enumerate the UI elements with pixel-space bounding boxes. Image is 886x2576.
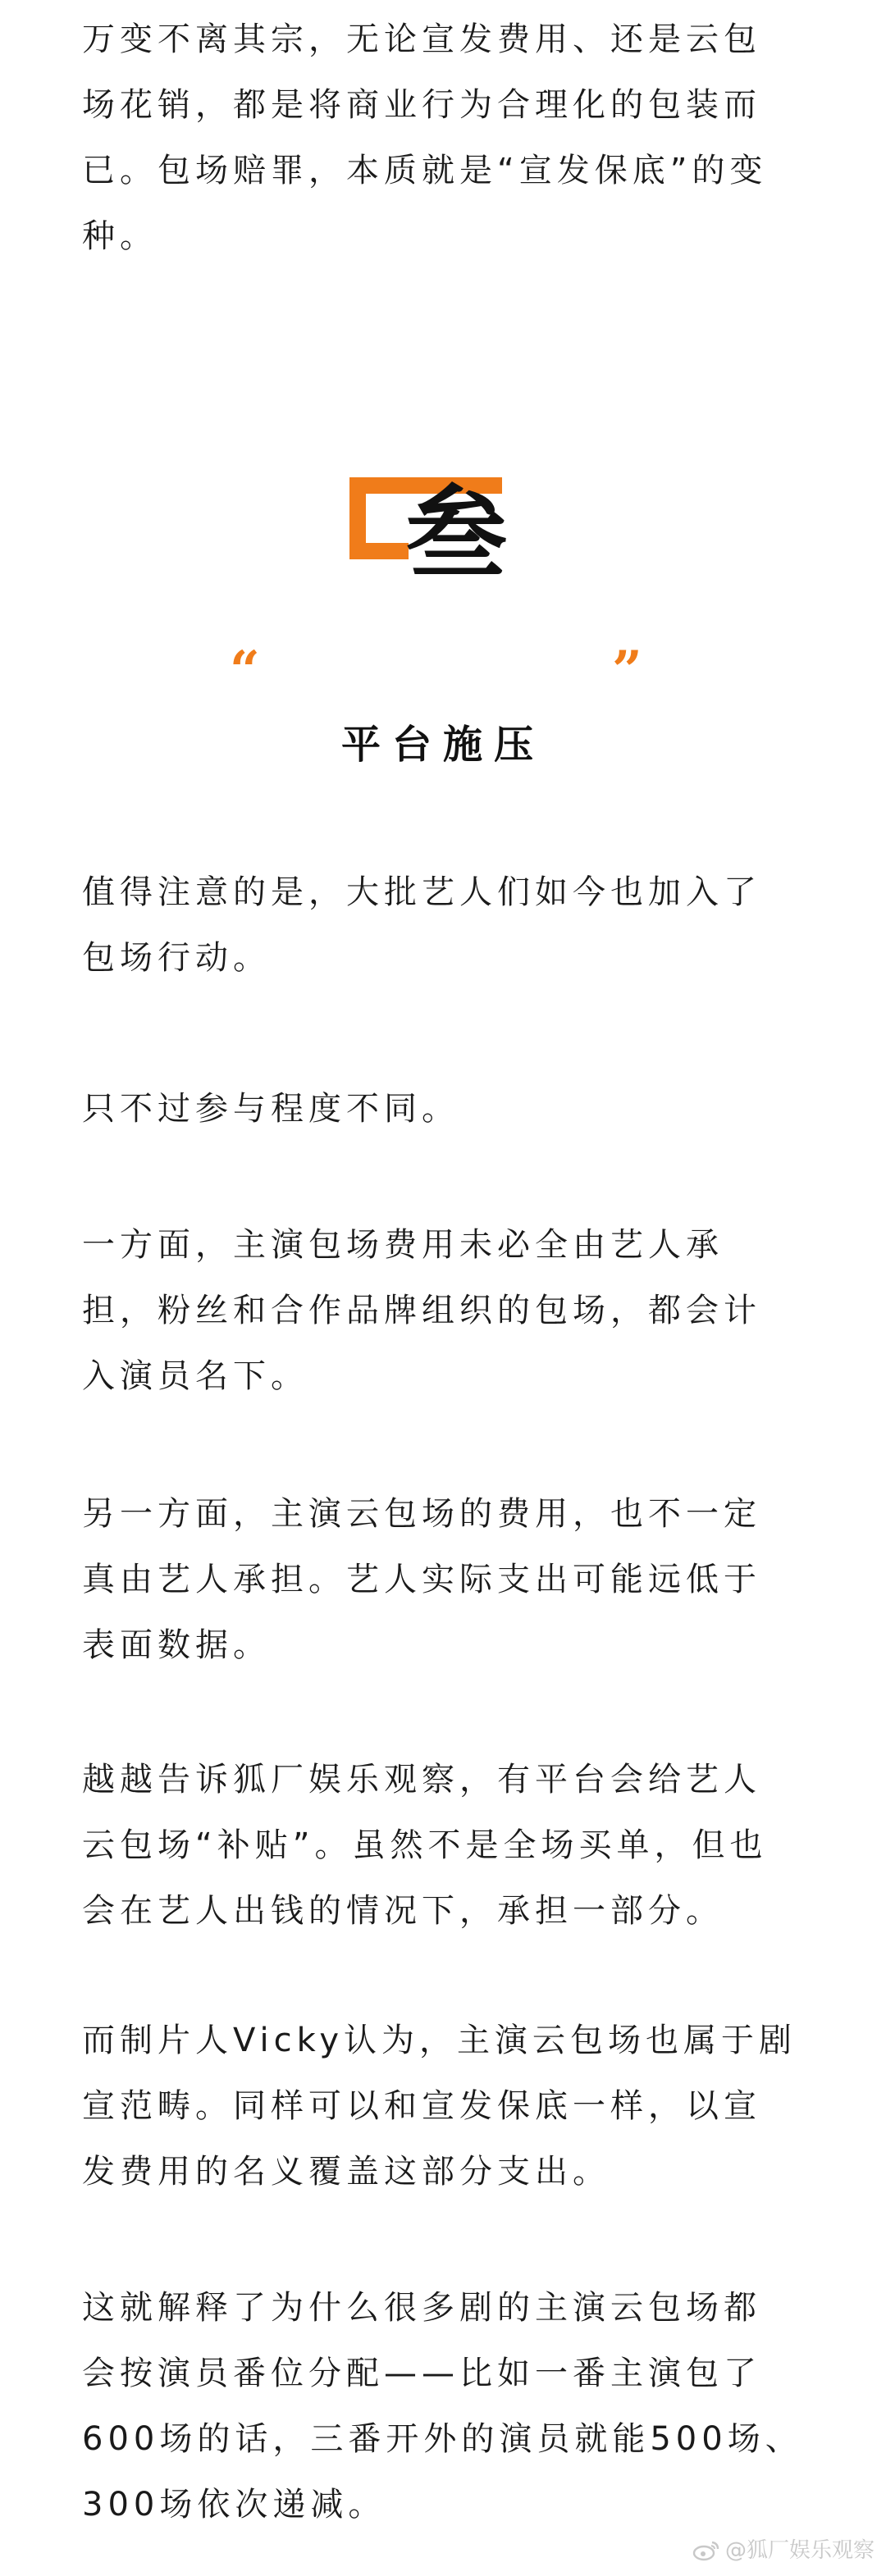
text-line: 这就解释了为什么很多剧的主演云包场都 [82, 2289, 761, 2327]
intro-block [82, 7, 804, 269]
text-line: 一方面，主演包场费用未必全由艺人承 [82, 1226, 724, 1264]
text-line: 发费用的名义覆盖这部分支出。 [82, 2153, 610, 2191]
body-block [82, 1076, 804, 1142]
text-line: 会在艺人出钱的情况下，承担一部分。 [82, 1892, 724, 1930]
text-line: 越越告诉狐厂娱乐观察，有平台会给艺人 [82, 1761, 761, 1799]
body-block [82, 1747, 804, 1944]
body-block [82, 2275, 804, 2537]
body-paragraph [82, 2008, 804, 2204]
text-line: 云包场“补贴”。虽然不是全场买单，但也 [82, 1826, 768, 1864]
text-line: 已。包场赔罪，本质就是“宣发保底”的变 [82, 152, 768, 189]
body-paragraph [82, 1212, 804, 1409]
text-line: 表面数据。 [82, 1626, 271, 1664]
section-title: 平台施压 [340, 722, 545, 768]
section-number: 叁 [405, 476, 508, 594]
text-line: 种。 [82, 217, 158, 255]
text-line: 会按演员番位分配——比如一番主演包了 [82, 2355, 761, 2392]
body-paragraph [82, 2275, 804, 2537]
text-line: 包场行动。 [82, 939, 271, 977]
body-block [82, 859, 804, 991]
text-line: 真由艺人承担。艺人实际支出可能远低于 [82, 1561, 761, 1598]
text-line: 300场依次递减。 [82, 2486, 386, 2524]
text-line: 场花销，都是将商业行为合理化的包装而 [82, 86, 761, 124]
body-paragraph [82, 1747, 804, 1944]
body-paragraph [82, 1076, 804, 1142]
watermark-text: @狐厂娱乐观察 [724, 2538, 875, 2563]
text-line: 只不过参与程度不同。 [82, 1090, 459, 1128]
section-header [0, 459, 886, 820]
text-line: 600场的话，三番开外的演员就能500场、 [82, 2420, 803, 2458]
body-paragraph [82, 1481, 804, 1678]
body-block [82, 2008, 804, 2204]
text-line: 入演员名下。 [82, 1357, 308, 1395]
body-block [82, 1212, 804, 1409]
body-paragraph [82, 859, 804, 991]
close-quote-mark: ” [612, 640, 642, 701]
text-line: 万变不离其宗，无论宣发费用、还是云包 [82, 21, 761, 58]
weibo-icon [692, 2539, 720, 2562]
body-block [82, 1481, 804, 1678]
text-line: 担，粉丝和合作品牌组织的包场，都会计 [82, 1292, 761, 1329]
text-line: 值得注意的是，大批艺人们如今也加入了 [82, 873, 761, 911]
section-number-mark [345, 472, 541, 594]
text-line: 而制片人Vicky认为，主演云包场也属于剧 [82, 2022, 797, 2059]
open-quote-mark: “ [230, 640, 260, 701]
text-line: 另一方面，主演云包场的费用，也不一定 [82, 1495, 761, 1533]
text-line: 宣范畴。同样可以和宣发保底一样，以宣 [82, 2087, 761, 2125]
intro-paragraph [82, 7, 804, 269]
watermark [692, 2538, 875, 2563]
